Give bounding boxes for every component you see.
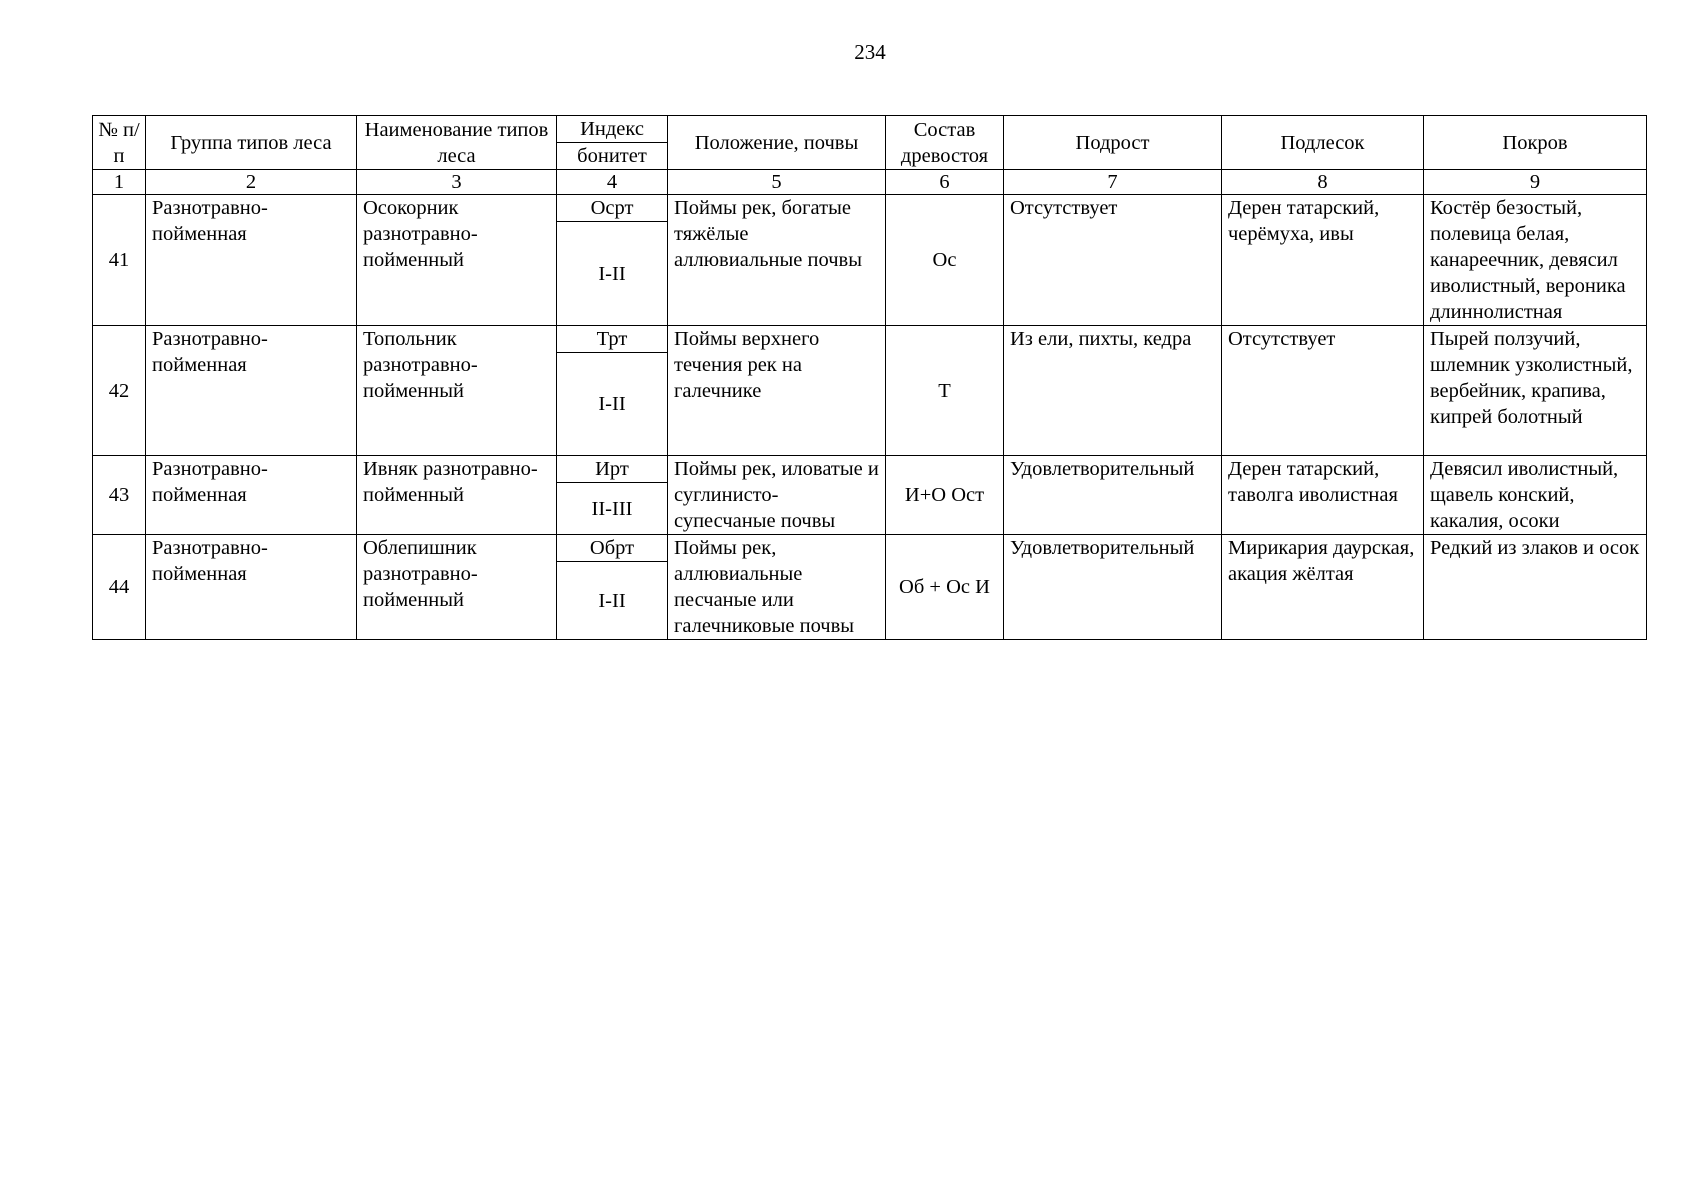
forest-group: Разнотравно-пойменная [146, 195, 357, 326]
forest-index: Обрт [557, 535, 668, 562]
header-underbrush: Подлесок [1222, 116, 1424, 170]
column-number: 5 [668, 170, 886, 195]
column-number: 1 [93, 170, 146, 195]
ground-cover: Девясил иволистный, щавель конский, какалия, осоки [1424, 456, 1647, 535]
table-row [93, 535, 1647, 562]
forest-types-table [92, 115, 1647, 640]
stand-composition: Об + Ос И [886, 535, 1004, 640]
header-row [93, 116, 1647, 143]
column-number: 4 [557, 170, 668, 195]
underbrush: Мирикария даурская, акация жёлтая [1222, 535, 1424, 640]
position-soils: Поймы верхнего течения рек на галечнике [668, 326, 886, 456]
forest-type-name: Облепишник разнотравно-пойменный [357, 535, 557, 640]
ground-cover: Костёр безостый, полевица белая, канареечник, девясил иволистный, вероника длиннолистная [1424, 195, 1647, 326]
table-row [93, 195, 1647, 222]
forest-group: Разнотравно-пойменная [146, 535, 357, 640]
table-row [93, 326, 1647, 353]
stand-composition: И+О Ост [886, 456, 1004, 535]
page-number: 234 [854, 40, 886, 64]
column-number: 2 [146, 170, 357, 195]
undergrowth: Удовлетворительный [1004, 456, 1222, 535]
header-bonitet: бонитет [557, 143, 668, 170]
row-number: 43 [93, 456, 146, 535]
header-num: № п/п [93, 116, 146, 170]
ground-cover: Пырей ползучий, шлемник узколистный, вербейник, крапива, кипрей болотный [1424, 326, 1647, 456]
header-index: Индекс [557, 116, 668, 143]
bonitet: II-III [557, 483, 668, 535]
column-numbers-row [93, 170, 1647, 195]
column-number: 7 [1004, 170, 1222, 195]
table-row [93, 456, 1647, 483]
undergrowth: Отсутствует [1004, 195, 1222, 326]
bonitet: I-II [557, 222, 668, 326]
bonitet: I-II [557, 353, 668, 456]
forest-index: Ирт [557, 456, 668, 483]
header-position: Положение, почвы [668, 116, 886, 170]
bonitet: I-II [557, 562, 668, 640]
forest-type-name: Ивняк разнотравно-пойменный [357, 456, 557, 535]
position-soils: Поймы рек, иловатые и суглинисто-супесчаные почвы [668, 456, 886, 535]
column-number: 6 [886, 170, 1004, 195]
header-group: Группа типов леса [146, 116, 357, 170]
forest-index: Осрт [557, 195, 668, 222]
column-number: 9 [1424, 170, 1647, 195]
forest-index: Трт [557, 326, 668, 353]
underbrush: Дерен татарский, черёмуха, ивы [1222, 195, 1424, 326]
undergrowth: Из ели, пихты, кедра [1004, 326, 1222, 456]
row-number: 41 [93, 195, 146, 326]
forest-group: Разнотравно-пойменная [146, 326, 357, 456]
column-number: 3 [357, 170, 557, 195]
forest-type-name: Осокорник разнотравно-пойменный [357, 195, 557, 326]
row-number: 42 [93, 326, 146, 456]
undergrowth: Удовлетворительный [1004, 535, 1222, 640]
position-soils: Поймы рек, аллювиальные песчаные или галечниковые почвы [668, 535, 886, 640]
header-cover: Покров [1424, 116, 1647, 170]
underbrush: Дерен татарский, таволга иволистная [1222, 456, 1424, 535]
forest-group: Разнотравно-пойменная [146, 456, 357, 535]
position-soils: Поймы рек, богатые тяжёлые аллювиальные почвы [668, 195, 886, 326]
header-undergrowth: Подрост [1004, 116, 1222, 170]
stand-composition: Т [886, 326, 1004, 456]
underbrush: Отсутствует [1222, 326, 1424, 456]
column-number: 8 [1222, 170, 1424, 195]
row-number: 44 [93, 535, 146, 640]
forest-type-name: Топольник разнотравно-пойменный [357, 326, 557, 456]
stand-composition: Ос [886, 195, 1004, 326]
ground-cover: Редкий из злаков и осок [1424, 535, 1647, 640]
header-name: Наименование типов леса [357, 116, 557, 170]
header-composition: Состав древостоя [886, 116, 1004, 170]
